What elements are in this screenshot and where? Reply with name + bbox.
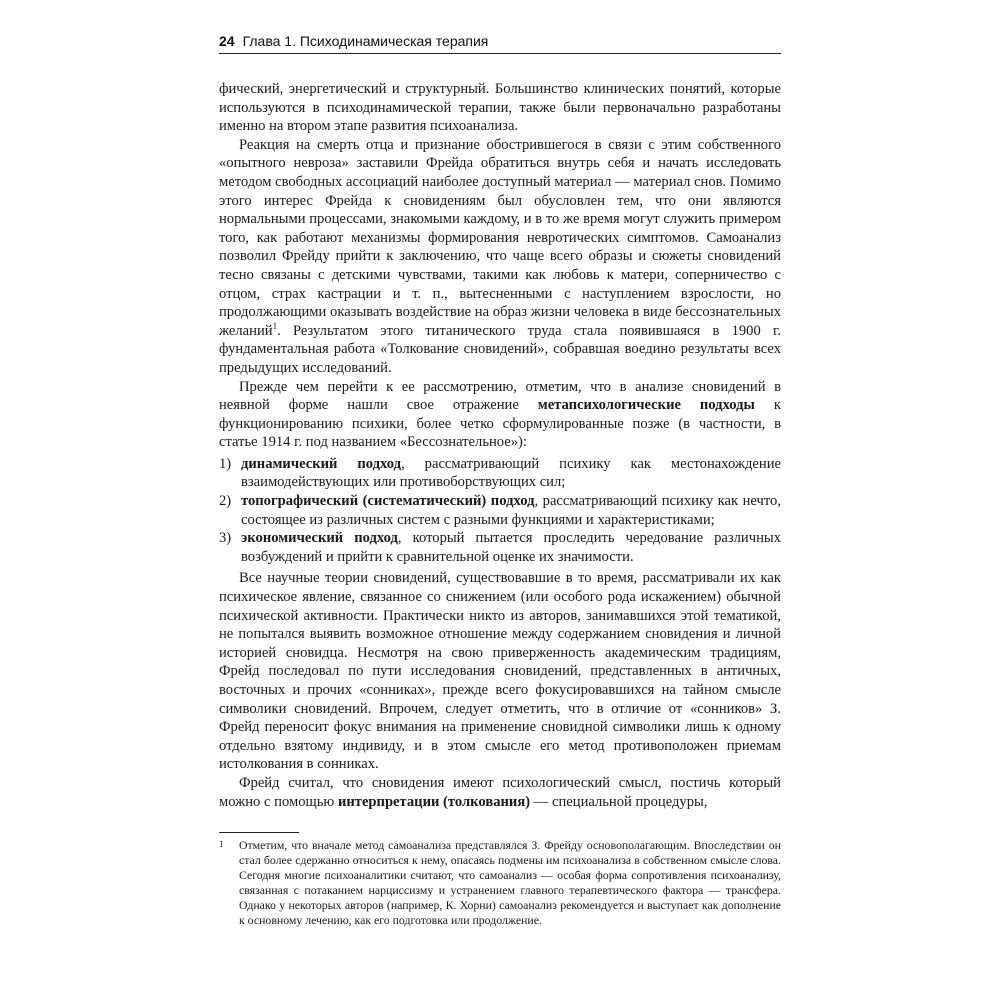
list-item-term: динамический подход: [241, 455, 402, 472]
list-item-number: 2): [219, 493, 232, 510]
paragraph-1: фический, энергетический и структурный. Большинство клинических понятий, которые используются в психодинамической терапии, также были первоначально разработаны именно на втором этапе развития психоанализа.: [219, 81, 781, 135]
paragraph-5: [219, 774, 781, 811]
list-item-description: , который пытается проследить чередование различных возбуждений и прийти к сравнительной оценке их значимости.: [241, 530, 781, 565]
term-metapsychological-approaches: метапсихологические подходы: [537, 397, 755, 414]
chapter-title: Глава 1. Психодинамическая терапия: [242, 33, 489, 49]
footnote-mark: 1: [219, 839, 224, 849]
paragraph-3-text-b: к функционированию психики, более четко сформулированные позже (в частности, в статье 1914 г. под названием «Бессознательное»):: [219, 397, 781, 451]
running-head: [219, 33, 781, 54]
approaches-list: [219, 455, 781, 567]
list-item-description: , рассматривающий психику как местонахождение взаимодействующих или противоборствующих сил;: [241, 455, 781, 491]
footnote-divider: [219, 832, 299, 833]
list-item-term: экономический подход: [241, 530, 398, 547]
paragraph-2-text: Реакция на смерть отца и признание обострившегося в связи с этим собственного «опытного невроза» заставили Фрейда обратиться внутрь себя и начать исследовать методом свободных ассоциаций наиболее доступный материал — материал снов. Помимо этого интерес Фрейда к сновидениям был обусловлен тем, что они являются нормальными процессами, знакомыми каждому, и в то же время могут служить примером того, как работают механизмы формирования невротических симптомов. Самоанализ позволил Фрейду прийти к заключению, что чаще всего образы и сюжеты сновидений тесно связаны с детскими чувствами, такими как любовь к матери, соперничество с отцом, страх кастрации и т. п., вытесненными с наступлением взрослости, но продолжающими оказывать воздействие на образ жизни человека в виде бессознательных желаний: [219, 136, 781, 339]
paragraph-3: [219, 378, 781, 452]
list-item-text: [241, 455, 781, 492]
paragraph-2-tail: Результатом этого титанического труда стала появившаяся в 1900 г. фундаментальная работа «Толкование сновидений», собравшая воедино результаты всех предыдущих исследований.: [219, 322, 782, 376]
list-item: [219, 529, 781, 566]
main-text: [219, 80, 781, 811]
paragraph-5-text-a: Фрейд считал, что сновидения имеют психологический смысл, постичь который можно с помощью: [219, 774, 781, 810]
list-item: [219, 455, 781, 492]
page-number: 24: [219, 33, 235, 49]
footnote-reference: 1: [272, 320, 278, 331]
footnote: [219, 838, 781, 928]
list-item: [219, 492, 781, 529]
paragraph-3-text-a: Прежде чем перейти к ее рассмотрению, отметим, что в анализе сновидений в неявной форме нашли свое отражение: [219, 378, 781, 414]
list-item-description: , рассматривающий психику как нечто, состоящее из различных систем с разными функциями и характеристиками;: [241, 493, 781, 528]
term-interpretation: интерпретации (толкования): [337, 793, 531, 810]
paragraph-5-text-b: — специальной процедуры,: [533, 793, 708, 810]
paragraph-4: Все научные теории сновидений, существовавшие в то время, рассматривали их как психическое явление, связанное со снижением (или особого рода искажением) обычной психической активности. Практически никто из авторов, занимавшихся этой тематикой, не попытался выявить возможное отношение между содержанием сновидения и личной историей сновидца. Несмотря на свою приверженность академическим традициям, Фрейд последовал по пути исследования сновидений, представленных в античных, восточных и прочих «сонниках», прежде всего фокусировавшихся на тайном смысле символики сновидений. Впрочем, следует отметить, что в отличие от «сонников» З. Фрейд переносит фокус внимания на применение сновидной символики лишь к одному отдельно взятому индивиду, и в этом смысле его метод противоположен приемам истолкования в сонниках.: [219, 570, 781, 773]
list-item-text: [241, 492, 781, 529]
paragraph-2: Реакция на смерть отца и признание обострившегося в связи с этим собственного «опытного невроза» заставили Фрейда обратиться внутрь себя и начать исследовать методом свободных ассоциаций наиболее доступный материал — материал снов. Помимо этого интерес Фрейда к сновидениям был обусловлен тем, что они являются нормальными процессами, знакомыми каждому, и в то же время могут служить примером того, как работают механизмы формирования невротических симптомов. Самоанализ позволил Фрейду прийти к заключению, что чаще всего образы и сюжеты сновидений тесно связаны с детскими чувствами, такими как любовь к матери, соперничество с отцом, страх кастрации и т. п., вытесненными с наступлением взрослости, но продолжающими оказывать воздействие на образ жизни человека в виде бессознательных желаний$^1$. Результатом этого титанического труда стала появившаяся в 1900 г. фундаментальная работа «Толкование сновидений», собравшая воедино результаты всех предыдущих исследований.: [219, 136, 782, 376]
footnote-text: Отметим, что вначале метод самоанализа представлялся З. Фрейду основополагающим. Впоследствии он стал более сдержанно относиться к нему, опасаясь подмены им психоанализа в собственном смысле слова. Сегодня многие психоаналитики считают, что самоанализ — особая форма сопротивления психоанализу, связанная с потаканием нарциссизму и устранением главного терапевтического фактора — трансфера. Однако у некоторых авторов (например, К. Хорни) самоанализ рекомендуется и выступает как дополнение к основному лечению, как его подготовка или продолжение.: [239, 838, 781, 927]
list-item-number: 1): [219, 455, 232, 472]
list-item-text: [241, 529, 781, 566]
list-item-number: 3): [219, 530, 232, 547]
list-item-term: топографический (систематический) подход: [241, 493, 535, 510]
